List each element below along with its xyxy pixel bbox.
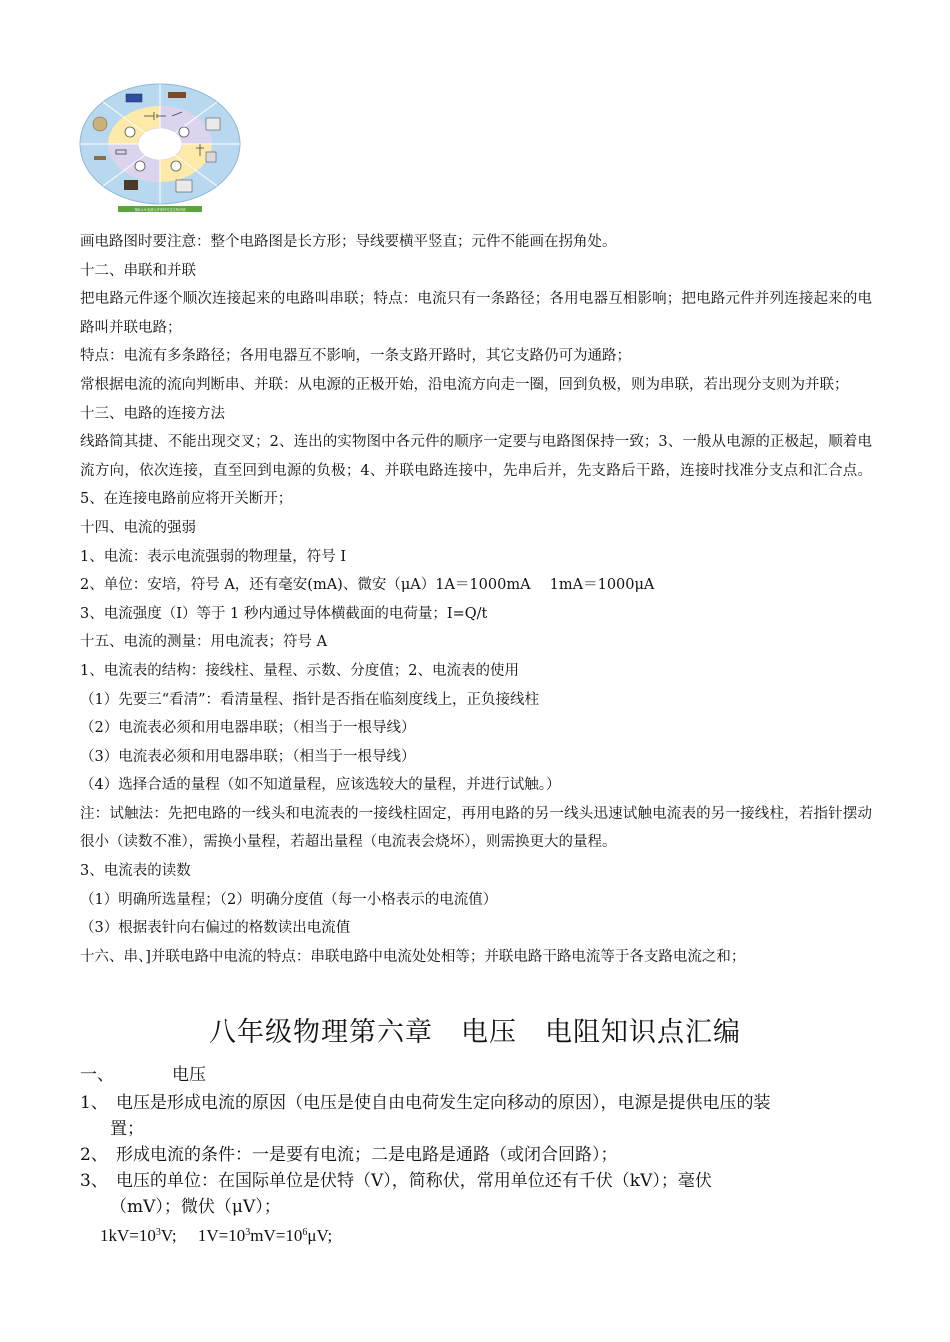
paragraph: （1）先要三“看清”：看清量程、指针是否指在临刻度线上，正负接线柱 [80, 691, 540, 708]
list-item-text: 形成电流的条件：一是要有电流；二是电路是通路（或闭合回路）； [116, 1145, 618, 1165]
chapter-title-part: 八年级物理第六章 [209, 1017, 433, 1048]
section-heading: 十五、电流的测量：用电流表；符号 A [80, 634, 328, 651]
voltage-section [80, 1062, 872, 1249]
figure-caption: 图8-2-9 电路元件的符号及实物对照 [134, 208, 186, 212]
paragraph: （2）电流表必须和用电器串联；（相当于一根导线） [80, 720, 416, 737]
section-heading [80, 1062, 872, 1088]
list-item [80, 1168, 872, 1194]
list-item-continuation: 置； [110, 1119, 144, 1139]
body-text [80, 228, 872, 971]
paragraph: 画电路图时要注意：整个电路图是长方形；导线要横平竖直；元件不能画在拐角处。 [80, 234, 617, 250]
list-item-text: 电压是形成电流的原因（电压是使自由电荷发生定向移动的原因），电源是提供电压的装 [116, 1093, 771, 1113]
circuit-symbols-figure [78, 82, 242, 218]
list-item-continuation: （mV）；微伏（μV）； [110, 1197, 281, 1217]
paragraph: 3、电流强度（I）等于 1 秒内通过导体横截面的电荷量；I=Q/t [80, 605, 488, 622]
list-item-number: 3、 [80, 1171, 108, 1191]
paragraph: （3）根据表针向右偏过的格数读出电流值 [80, 920, 351, 937]
list-item [80, 1090, 872, 1116]
section-number: 一、 [80, 1065, 114, 1085]
paragraph: 十六、串、]并联电路中电流的特点：串联电路中电流处处相等；并联电路干路电流等于各支路电流之和； [80, 948, 746, 965]
unit-conversion-formula: $1kV=10^3V$; $1V=10^3mV=10^6\mu V$; [100, 1226, 333, 1245]
figure-wheel [80, 84, 240, 204]
paragraph: 1、电流：表示电流强弱的物理量，符号 I [80, 548, 347, 565]
chapter-title [0, 1010, 950, 1049]
paragraph: 1、电流表的结构：接线柱、量程、示数、分度值；2、电流表的使用 [80, 662, 519, 679]
paragraph: 3、电流表的读数 [80, 863, 191, 880]
section-title: 电压 [172, 1065, 206, 1085]
paragraph: 2、单位：安培，符号 A，还有毫安(mA)、微安（μA）1A＝1000mA 1mA＝1000μA [80, 577, 655, 594]
paragraph: （1）明确所选量程；（2）明确分度值（每一小格表示的电流值） [80, 891, 498, 908]
list-item [80, 1142, 872, 1168]
paragraph: （3）电流表必须和用电器串联；（相当于一根导线） [80, 748, 416, 765]
list-item-number: 2、 [80, 1145, 108, 1165]
section-heading: 十四、电流的强弱 [80, 519, 196, 536]
paragraph: 特点：电流有多条路径；各用电器互不影响，一条支路开路时，其它支路仍可为通路； [80, 348, 631, 365]
chapter-title-part: 电压 [461, 1017, 517, 1048]
list-item-text: 电压的单位：在国际单位是伏特（V），简称伏，常用单位还有千伏（kV）；毫伏 [116, 1171, 712, 1191]
paragraph: 注：试触法：先把电路的一线头和电流表的一接线柱固定，再用电路的另一线头迅速试触电流表的另一接线柱，若指针摆动很小（读数不准），需换小量程，若超出量程（电流表会烧坏），则需换更大的量程。 [80, 805, 872, 851]
chapter-title-part: 电阻知识点汇编 [545, 1017, 741, 1048]
paragraph: 把电路元件逐个顺次连接起来的电路叫串联；特点：电流只有一条路径；各用电器互相影响；把电路元件并列连接起来的电路叫并联电路； [80, 291, 872, 336]
paragraph: 线路简其捷、不能出现交叉；2、连出的实物图中各元件的顺序一定要与电路图保持一致；3、一般从电源的正极起，顺着电流方向，依次连接，直至回到电源的负极；4、并联电路连接中，先串后并，先支路后干路，连接时找准分支点和汇合点。5、在连接电路前应将开关断开； [80, 434, 872, 508]
section-heading: 十三、电路的连接方法 [80, 405, 225, 422]
paragraph: （4）选择合适的量程（如不知道量程，应该选较大的量程，并进行试触。） [80, 777, 561, 794]
section-heading: 十二、串联和并联 [80, 262, 196, 279]
paragraph: 常根据电流的流向判断串、并联：从电源的正极开始，沿电流方向走一圈，回到负极，则为串联，若出现分支则为并联； [80, 376, 849, 393]
list-item-number: 1、 [80, 1093, 108, 1113]
